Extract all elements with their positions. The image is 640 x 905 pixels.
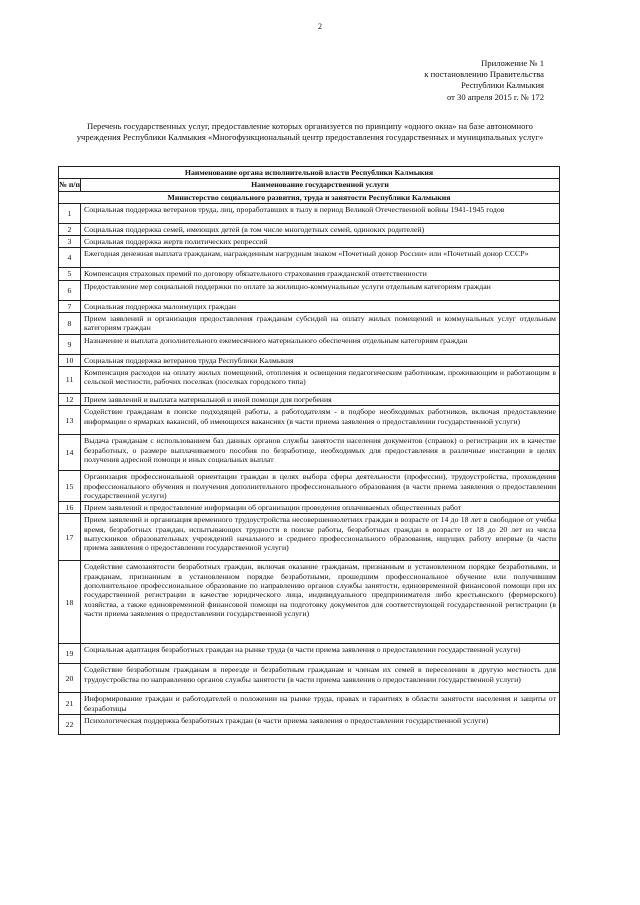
service-name: Социальная поддержка семей, имеющих детей (в том числе многодетных семей, одиноких родителей): [81, 223, 560, 235]
table-row: [59, 300, 560, 312]
table-row: [59, 268, 560, 280]
service-name: Содействие самозанятости безработных граждан, включая оказание гражданам, признанным в установленном порядке безработными, и гражданам, признанным в установленном порядке безработными, прошедшим профессиональное обучение или получившим дополнительное профессиональное образование по направлению органов службы занятости, единовременной финансовой помощи при их государственной регистрации в качестве юридического лица, индивидуального предпринимателя либо крестьянского (фермерского) хозяйства, а также единовременной финансовой помощи на подготовку документов для соответствующей государственной регистрации (в части приема заявления о предоставлении государственной услуги): [81, 561, 560, 644]
table-row: [59, 354, 560, 366]
row-number: 14: [59, 435, 81, 471]
appendix-block: [324, 58, 544, 103]
table-section-row: [59, 191, 560, 203]
service-name: Социальная поддержка ветеранов труда, лиц, проработавших в тылу в период Великой Отечественной войны 1941-1945 годов: [81, 203, 560, 223]
row-number: 22: [59, 715, 81, 735]
row-number: 10: [59, 354, 81, 366]
appendix-resolution: к постановлению Правительства: [424, 69, 544, 80]
row-number: 16: [59, 502, 81, 514]
service-name: Компенсация страховых премий по договору обязательного страхования гражданской ответственности: [81, 268, 560, 280]
row-number: 13: [59, 406, 81, 435]
row-number: 1: [59, 203, 81, 223]
column-service-header: Наименование государственной услуги: [81, 179, 560, 191]
row-number: 8: [59, 313, 81, 335]
table-row: [59, 664, 560, 693]
row-number: 7: [59, 300, 81, 312]
table-row: [59, 366, 560, 393]
row-number: 5: [59, 268, 81, 280]
service-name: Содействие гражданам в поиске подходящей работы, а работодателям - в подборе необходимых работников, включая предоставление информации о ярмарках вакансий, об имеющихся вакансиях (в части приема заявления о предоставлении государственной услуги): [81, 406, 560, 435]
table-row: [59, 236, 560, 248]
appendix-title: Приложение № 1: [481, 58, 544, 68]
service-name: Прием заявлений и организация предоставления гражданам субсидий на оплату жилых помещений и коммунальных услуг отдельным категориям граждан: [81, 313, 560, 335]
row-number: 21: [59, 693, 81, 715]
row-number: 9: [59, 334, 81, 354]
org-header: Наименование органа исполнительной власти Республики Калмыкия: [59, 167, 560, 179]
table-row: [59, 313, 560, 335]
service-name: Социальная поддержка жертв политических репрессий: [81, 236, 560, 248]
appendix-republic: Республики Калмыкия: [461, 80, 544, 91]
row-number: 12: [59, 393, 81, 405]
table-row: [59, 471, 560, 502]
table-row: [59, 561, 560, 644]
row-number: 19: [59, 644, 81, 664]
table-row: [59, 248, 560, 268]
service-name: Выдача гражданам с использованием баз данных органов службы занятости населения документов (справок) о регистрации их в качестве безработных, о размере выплачиваемого пособия по безработице, необходимых для предоставления в различные инстанции в целях получения адресной помощи и иных социальных выплат: [81, 435, 560, 471]
service-name: Социальная адаптация безработных граждан на рынке труда (в части приема заявления о предоставлении государственной услуги): [81, 644, 560, 664]
row-number: 18: [59, 561, 81, 644]
table-row: [59, 644, 560, 664]
table-row: [59, 334, 560, 354]
appendix-date: от 30 апреля 2015 г. № 172: [446, 91, 544, 102]
row-number: 3: [59, 236, 81, 248]
service-name: Организация профессиональной ориентации граждан в целях выбора сферы деятельности (профессии), трудоустройства, прохождения профессионального обучения и получения дополнительного профессионального образования (в части приема заявления о предоставлении государственной услуги): [81, 471, 560, 502]
service-name: Социальная поддержка ветеранов труда Республики Калмыкия: [81, 354, 560, 366]
table-row: [59, 223, 560, 235]
service-name: Информирование граждан и работодателей о положении на рынке труда, правах и гарантиях в области занятости населения и защиты от безработицы: [81, 693, 560, 715]
services-table: [58, 166, 560, 735]
table-column-header-row: [59, 179, 560, 191]
service-name: Ежегодная денежная выплата гражданам, награжденным нагрудным знаком «Почетный донор России» или «Почетный донор СССР»: [81, 248, 560, 268]
column-number-header: № п/п: [59, 180, 80, 190]
table-row: [59, 502, 560, 514]
table-row: [59, 514, 560, 561]
row-number: 4: [59, 248, 81, 268]
row-number: 11: [59, 366, 81, 393]
row-number: 15: [59, 471, 81, 502]
page-number: 2: [318, 22, 322, 31]
row-number: 20: [59, 664, 81, 693]
service-name: Социальная поддержка малоимущих граждан: [81, 300, 560, 312]
table-org-header-row: [59, 167, 560, 179]
row-number: 17: [59, 514, 81, 561]
row-number: 6: [59, 280, 81, 300]
row-number: 2: [59, 223, 81, 235]
service-name: Прием заявлений и предоставление информации об организации проведения оплачиваемых общественных работ: [81, 502, 560, 514]
service-name: Назначение и выплата дополнительного ежемесячного материального обеспечения отдельным категориям граждан: [81, 334, 560, 354]
table-row: [59, 203, 560, 223]
service-name: Прием заявлений и организация временного трудоустройства несовершеннолетних граждан в возрасте от 14 до 18 лет в свободное от учебы время, безработных граждан, испытывающих трудности в поиске работы, безработных граждан в возрасте от 18 до 20 лет из числа выпускников образовательных учреждений начального и среднего профессионального образования, ищущих работу впервые (в части приема заявления о предоставлении государственной услуги): [81, 514, 560, 561]
table-row: [59, 435, 560, 471]
document-heading: Перечень государственных услуг, предоставление которых организуется по принципу «одного окна» на базе автономного учреждения Республики Калмыкия «Многофункциональный центр предоставления государственных и муниципальных услуг»: [76, 121, 544, 143]
table-row: [59, 280, 560, 300]
table-row: [59, 406, 560, 435]
table-row: [59, 693, 560, 715]
service-name: Предоставление мер социальной поддержки по оплате за жилищно-коммунальные услуги отдельным категориям граждан: [81, 280, 560, 300]
ministry-section: Министерство социального развития, труда и занятости Республики Калмыкия: [59, 191, 560, 203]
service-name: Психологическая поддержка безработных граждан (в части приема заявления о предоставлении государственной услуги): [81, 715, 560, 735]
service-name: Компенсация расходов на оплату жилых помещений, отопления и освещения педагогическим работникам, проживающим и работающим в сельской местности, рабочих поселках (поселках городского типа): [81, 366, 560, 393]
table-row: [59, 393, 560, 405]
table-row: [59, 715, 560, 735]
service-name: Содействие безработным гражданам в переезде и безработным гражданам и членам их семей в переселении в другую местность для трудоустройства по направлению органов службы занятости (в части приема заявления о предоставлении государственной услуги): [81, 664, 560, 693]
service-name: Прием заявлений и выплата материальной и иной помощи для погребения: [81, 393, 560, 405]
